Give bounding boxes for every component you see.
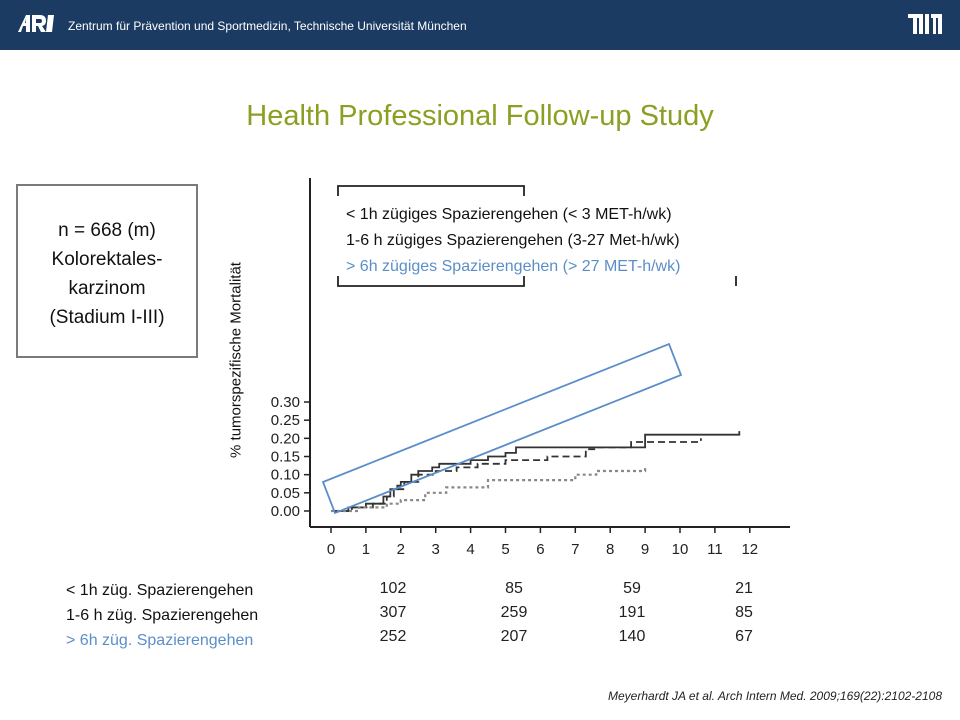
x-tick-label: 7 bbox=[571, 541, 580, 558]
x-tick-label: 6 bbox=[536, 541, 545, 558]
risk-table-labels bbox=[66, 578, 258, 653]
info-line: Kolorektales- bbox=[51, 249, 163, 270]
risk-row-label: < 1h züg. Spazierengehen bbox=[66, 582, 254, 599]
y-tick-label: 0.25 bbox=[270, 412, 300, 430]
y-tick-label: 0.20 bbox=[270, 430, 300, 448]
y-tick-label: 0.05 bbox=[270, 484, 300, 502]
x-tick-label: 2 bbox=[396, 541, 405, 558]
x-tick-label: 4 bbox=[466, 541, 475, 558]
institution-name: Zentrum für Prävention und Sportmedizin, Technische Universität München bbox=[68, 19, 467, 33]
x-tick-label: 0 bbox=[326, 541, 336, 558]
citation: Meyerhardt JA et al. Arch Intern Med. 2009;169(22):2102-2108 bbox=[608, 689, 942, 703]
info-line: n = 668 (m) bbox=[58, 220, 156, 241]
legend-entry-high: > 6h zügiges Spazierengehen (> 27 MET-h/wk) bbox=[346, 258, 681, 275]
risk-count: 67 bbox=[735, 628, 753, 645]
risk-count: 191 bbox=[618, 604, 646, 621]
series-line-1 bbox=[331, 431, 739, 511]
y-tick-label: 0.10 bbox=[270, 466, 300, 484]
risk-count: 102 bbox=[379, 580, 407, 597]
slide-title: Health Professional Follow-up Study bbox=[246, 100, 714, 132]
x-tick-label: 9 bbox=[640, 541, 650, 558]
legend-bracket-top bbox=[338, 186, 524, 196]
x-tick-label: 5 bbox=[501, 541, 510, 558]
x-tick-label: 8 bbox=[606, 541, 615, 558]
risk-count: 252 bbox=[379, 628, 407, 645]
y-axis-label: % tumorspezifische Mortalität bbox=[227, 262, 245, 458]
risk-count: 21 bbox=[735, 580, 753, 597]
x-tick-label: 1 bbox=[361, 541, 371, 558]
risk-count: 307 bbox=[379, 604, 407, 621]
x-tick-label: 3 bbox=[431, 541, 440, 558]
risk-count: 59 bbox=[623, 580, 641, 597]
legend-entry-mid: 1-6 h zügiges Spazierengehen (3-27 Met-h/wk) bbox=[346, 232, 680, 249]
x-tick-label: 12 bbox=[741, 541, 759, 558]
highlight-box bbox=[323, 344, 681, 513]
risk-row-label: > 6h züg. Spazierengehen bbox=[66, 632, 254, 649]
x-tick-label: 11 bbox=[707, 541, 723, 558]
y-tick-label: 0.00 bbox=[270, 503, 300, 520]
risk-count: 85 bbox=[735, 604, 753, 621]
x-tick-label: 10 bbox=[671, 541, 689, 558]
info-line: (Stadium I-III) bbox=[49, 307, 165, 328]
risk-count: 140 bbox=[618, 628, 646, 645]
legend bbox=[346, 202, 680, 280]
y-tick-label: 0.30 bbox=[270, 394, 300, 412]
legend-entry-low: < 1h zügiges Spazierengehen (< 3 MET-h/wk) bbox=[346, 206, 672, 223]
risk-count: 85 bbox=[505, 580, 523, 597]
y-tick-label: 0.15 bbox=[270, 448, 300, 466]
info-line: karzinom bbox=[68, 278, 146, 299]
risk-count: 259 bbox=[500, 604, 528, 621]
risk-count: 207 bbox=[500, 628, 528, 645]
risk-row-label: 1-6 h züg. Spazierengehen bbox=[66, 607, 259, 624]
